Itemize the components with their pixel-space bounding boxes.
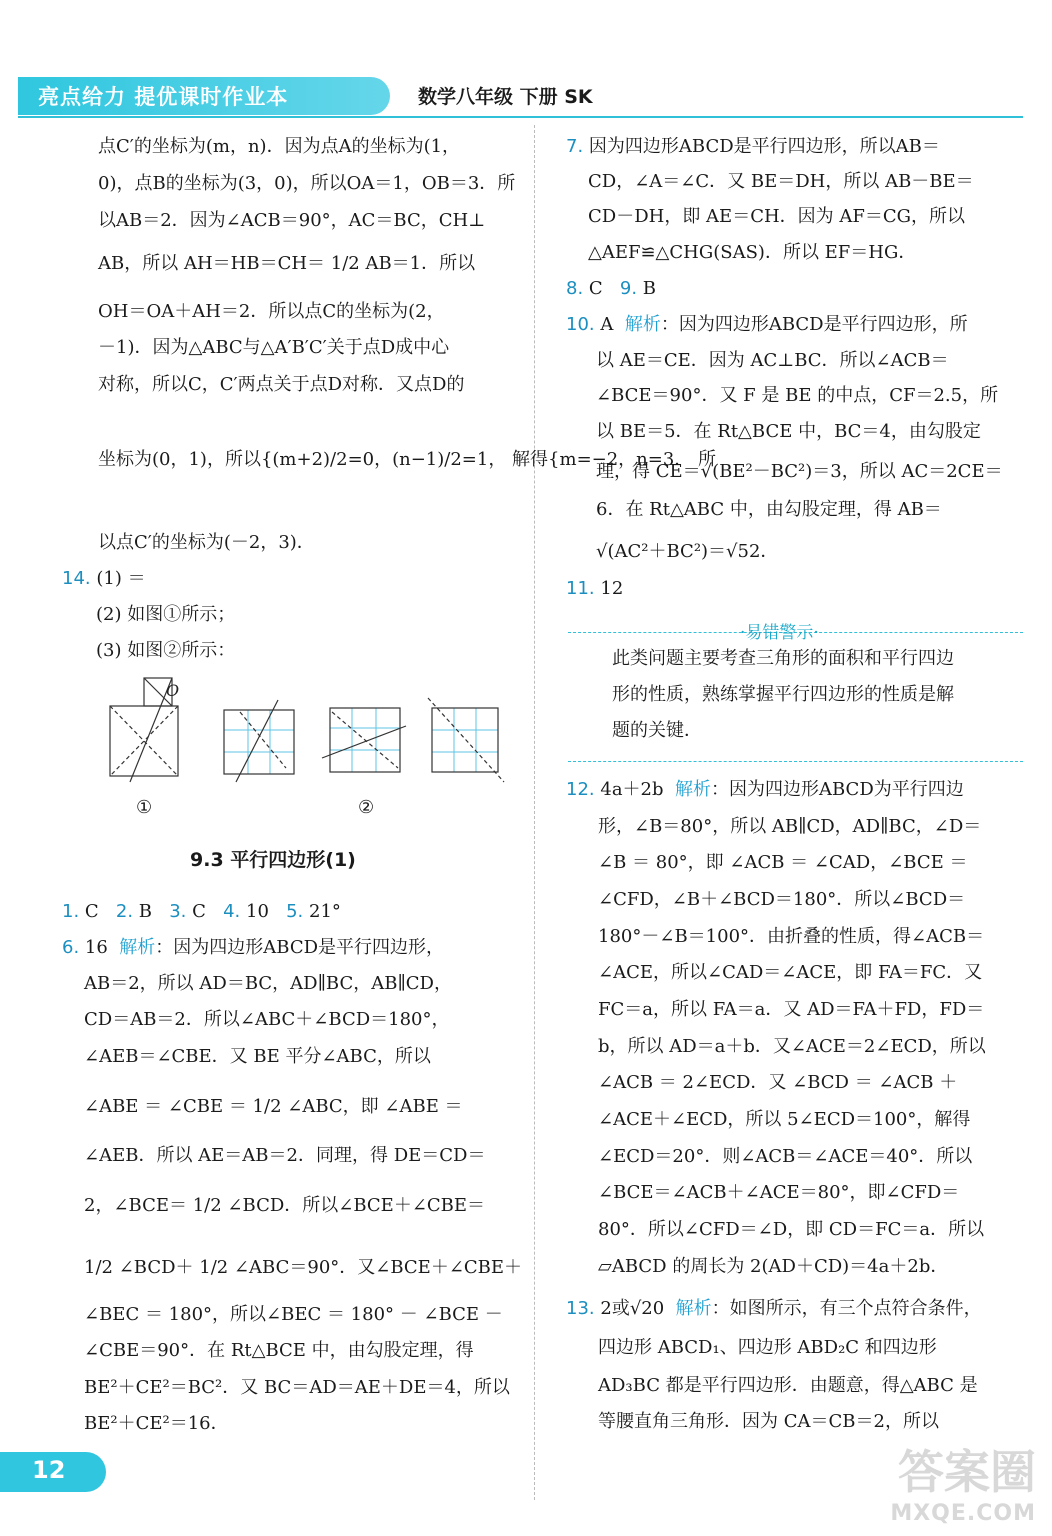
q10-number: 10. xyxy=(566,314,595,335)
q10-line xyxy=(566,313,968,337)
mc-answer: B xyxy=(138,901,153,922)
q14-number: 14. xyxy=(62,568,91,589)
series-title: 亮点给力 提优课时作业本 xyxy=(38,85,289,109)
warning-title: ·易错警示· xyxy=(740,623,819,643)
q6-number: 6. xyxy=(62,937,80,958)
text-line: 180°－∠B＝100°．由折叠的性质，得∠ACB＝ xyxy=(598,926,985,947)
warning-text: 形的性质，熟练掌握平行四边形的性质是解 xyxy=(612,684,954,705)
text-line: 以 BE＝5．在 Rt△BCE 中，BC＝4，由勾股定 xyxy=(596,421,981,442)
text-line: ∠CBE＝90°．在 Rt△BCE 中，由勾股定理，得 xyxy=(84,1340,474,1361)
text-line: 点C′的坐标为(m，n)．因为点A的坐标为(1， xyxy=(98,136,461,157)
text-line: 四边形 ABCD₁、四边形 ABD₂C 和四边形 xyxy=(598,1337,937,1358)
text-line: BE²＋CE²＝BC²．又 BC＝AD＝AE＋DE＝4，所以 xyxy=(84,1377,510,1398)
text-line: ：如图所示，有三个点符合条件， xyxy=(711,1298,982,1319)
q10-jiexi: 解析 xyxy=(624,314,661,335)
section-title: 9.3 平行四边形(1) xyxy=(190,849,356,871)
text-line: ∠B ＝ 80°，即 ∠ACB ＝ ∠CAD，∠BCE ＝ xyxy=(598,852,968,873)
text-line: ∠ABE ＝ ∠CBE ＝ 1/2 ∠ABC，即 ∠ABE ＝ xyxy=(84,1096,463,1117)
q8-9-line xyxy=(566,277,656,301)
warning-text: 此类问题主要考查三角形的面积和平行四边 xyxy=(612,648,954,669)
mc-number: 3. xyxy=(169,901,187,922)
q14-answer-3: (3) 如图②所示： xyxy=(96,640,236,661)
text-line: 2，∠BCE＝ 1/2 ∠BCD．所以∠BCE＋∠CBE＝ xyxy=(84,1195,486,1216)
q7-line xyxy=(566,135,940,159)
header-rule xyxy=(18,116,1023,118)
text-line: 对称，所以C，C′两点关于点D对称．又点D的 xyxy=(98,374,465,395)
mc-answers xyxy=(62,900,341,924)
text-line: ∠ACE，所以∠CAD＝∠ACE，即 FA＝FC．又 xyxy=(598,962,983,983)
q8-answer: C xyxy=(588,278,603,299)
q10-answer: A xyxy=(600,314,614,335)
text-line: CD＝AB＝2．所以∠ABC＋∠BCD＝180°， xyxy=(84,1009,450,1030)
text-line: △AEF≌△CHG(SAS)．所以 EF＝HG． xyxy=(588,242,917,263)
mc-number: 4. xyxy=(223,901,241,922)
q13-line xyxy=(566,1297,982,1321)
text-line: ：因为四边形ABCD为平行四边 xyxy=(711,779,964,800)
mc-answer: C xyxy=(84,901,99,922)
text-line: √(AC²＋BC²)＝√52． xyxy=(596,541,779,562)
text-line: 以 AE＝CE．因为 AC⊥BC．所以∠ACB＝ xyxy=(596,350,949,371)
q7-number: 7. xyxy=(566,136,584,157)
q11-answer: 12 xyxy=(600,578,624,599)
watermark-url: MXQE.COM xyxy=(890,1501,1036,1526)
mc-answer: C xyxy=(192,901,206,922)
text-line: AD₃BC 都是平行四边形．由题意，得△ABC 是 xyxy=(598,1375,978,1396)
text-line: ▱ABCD 的周长为 2(AD＋CD)＝4a＋2b． xyxy=(598,1256,949,1277)
watermark-logo: 答案圈 xyxy=(898,1445,1036,1499)
text-line: ：因为四边形ABCD是平行四边形， xyxy=(155,937,445,958)
column-divider xyxy=(534,125,536,1500)
text-line: CD－DH，即 AE＝CH．因为 AF＝CG，所以 xyxy=(588,206,966,227)
q8-number: 8. xyxy=(566,278,584,299)
mc-answer: 21° xyxy=(309,901,341,922)
text-line: CD，∠A＝∠C．又 BE＝DH，所以 AB－BE＝ xyxy=(588,171,974,192)
text-line: 理，得 CE＝√(BE²－BC²)＝3，所以 AC＝2CE＝ xyxy=(596,461,1003,482)
q12-line xyxy=(566,778,964,802)
mc-number: 2. xyxy=(115,901,134,922)
q6-line xyxy=(62,936,444,960)
text-line: AB，所以 AH＝HB＝CH＝ 1/2 AB＝1．所以 xyxy=(98,253,476,274)
text-line: 形，∠B＝80°，所以 AB∥CD，AD∥BC，∠D＝ xyxy=(598,816,982,837)
q13-number: 13. xyxy=(566,1298,595,1319)
q11-line xyxy=(566,577,623,601)
text-line: AB＝2，所以 AD＝BC，AD∥BC，AB∥CD， xyxy=(84,973,452,994)
text-line: 1/2 ∠BCD＋ 1/2 ∠ABC＝90°．又∠BCE＋∠CBE＋ xyxy=(84,1257,523,1278)
text-line: 80°．所以∠CFD＝∠D，即 CD＝FC＝a．所以 xyxy=(598,1219,985,1240)
text-line: OH＝OA＋AH＝2．所以点C的坐标为(2， xyxy=(98,301,445,322)
mc-number: 1. xyxy=(62,901,80,922)
text-line: 因为四边形ABCD是平行四边形，所以AB＝ xyxy=(588,136,940,157)
text-line: 6．在 Rt△ABC 中，由勾股定理，得 AB＝ xyxy=(596,499,942,520)
text-line: ∠ACB ＝ 2∠ECD．又 ∠BCD ＝ ∠ACB ＋ xyxy=(598,1072,958,1093)
figure-label-2: ② xyxy=(358,797,375,818)
q9-answer: B xyxy=(642,278,657,299)
q14-line xyxy=(62,567,146,591)
q11-number: 11. xyxy=(566,578,595,599)
q14-answer-1: (1) ＝ xyxy=(96,568,146,589)
text-line: BE²＋CE²＝16． xyxy=(84,1413,229,1434)
text-line: ：因为四边形ABCD是平行四边形，所 xyxy=(660,314,968,335)
text-line: 以AB＝2．因为∠ACB＝90°，AC＝BC，CH⊥ xyxy=(98,210,486,231)
q6-answer: 16 xyxy=(84,937,108,958)
text-line: ∠BEC ＝ 180°，所以∠BEC ＝ 180° － ∠BCE － xyxy=(84,1304,503,1325)
watermark xyxy=(866,1436,1036,1526)
text-line: 等腰直角三角形．因为 CA＝CB＝2，所以 xyxy=(598,1411,939,1432)
text-line: ∠AEB．所以 AE＝AB＝2．同理，得 DE＝CD＝ xyxy=(84,1145,486,1166)
figure-label-1: ① xyxy=(136,797,153,818)
text-line: 0)，点B的坐标为(3，0)，所以OA＝1，OB＝3．所 xyxy=(98,173,516,194)
q6-jiexi: 解析 xyxy=(119,937,156,958)
q13-answer: 2或√20 xyxy=(600,1298,665,1319)
text-line: ∠ECD＝20°．则∠ACB＝∠ACE＝40°．所以 xyxy=(598,1146,973,1167)
q13-jiexi: 解析 xyxy=(675,1298,712,1319)
text-line: ∠ACE＋∠ECD，所以 5∠ECD＝100°，解得 xyxy=(598,1109,971,1130)
warning-text: 题的关键． xyxy=(612,720,702,741)
q14-answer-2: (2) 如图①所示； xyxy=(96,604,236,625)
text-line: －1)．因为△ABC与△A′B′C′关于点D成中心 xyxy=(98,337,450,358)
text-line: FC＝a，所以 FA＝a．又 AD＝FA＋FD，FD＝ xyxy=(598,999,985,1020)
q14-figures xyxy=(100,672,520,792)
q9-number: 9. xyxy=(619,278,638,299)
q12-jiexi: 解析 xyxy=(675,779,711,800)
text-line: 坐标为(0，1)，所以{(m+2)/2=0，(n−1)/2=1， 解得{m=−2，n=3． 所 xyxy=(98,449,717,470)
text-line: ∠AEB＝∠CBE．又 BE 平分∠ABC，所以 xyxy=(84,1046,431,1067)
q12-number: 12. xyxy=(566,779,595,800)
mc-answer: 10 xyxy=(246,901,269,922)
text-line: 以点C′的坐标为(－2，3)． xyxy=(98,532,315,553)
text-line: ∠BCE＝90°．又 F 是 BE 的中点，CF＝2.5，所 xyxy=(596,385,999,406)
text-line: ∠CFD，∠B＋∠BCD＝180°．所以∠BCD＝ xyxy=(598,889,966,910)
text-line: ∠BCE＝∠ACB＋∠ACE＝80°，即∠CFD＝ xyxy=(598,1182,960,1203)
mc-number: 5. xyxy=(286,901,304,922)
subject-title: 数学八年级 下册 SK xyxy=(418,86,593,108)
q12-answer: 4a＋2b xyxy=(600,779,664,800)
text-line: b，所以 AD＝a＋b．又∠ACE＝2∠ECD，所以 xyxy=(598,1036,986,1057)
label-o: O xyxy=(166,681,180,700)
header-banner xyxy=(18,77,390,115)
page-number: 12 xyxy=(32,1456,66,1484)
